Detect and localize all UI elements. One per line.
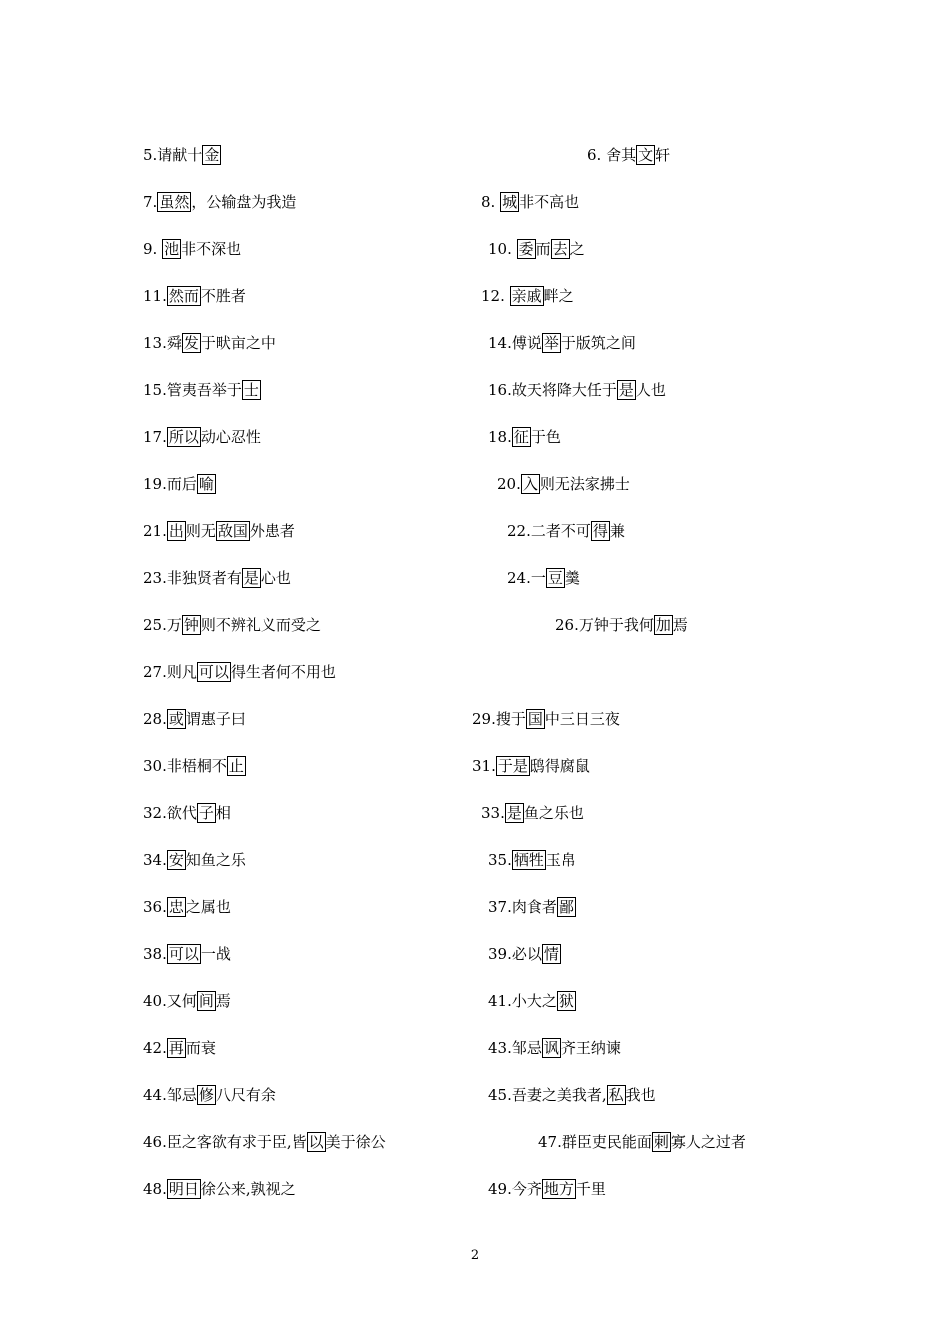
boxed-character: 金 [204,146,220,164]
item-text: 23.非独贤者有 [143,569,242,587]
item-text: 31. [472,757,496,775]
exercise-item [488,944,561,964]
item-text: 畔之 [543,287,574,305]
item-text: 8. [481,193,501,211]
item-text: 之属也 [185,898,231,916]
item-text: 徐公来,孰视之 [200,1180,296,1198]
item-text: 19.而后 [143,475,197,493]
exercise-item [481,803,584,823]
boxed-character: 去 [552,240,568,258]
boxed-character: 所以 [168,428,199,446]
item-text: 外患者 [249,522,295,540]
exercise-item [143,568,291,588]
exercise-item [488,897,576,917]
item-text: 鸱得腐鼠 [529,757,590,775]
item-text: 之 [569,240,585,258]
item-text: 鱼之乐也 [523,804,584,822]
item-text: 9. [143,240,163,258]
boxed-character: 是 [243,569,259,587]
item-text: 17. [143,428,167,446]
item-text: 24.一 [507,569,546,587]
boxed-character: 可以 [198,663,229,681]
exercise-item [488,1179,606,1199]
boxed-character: 出 [168,522,184,540]
exercise-item [143,521,295,541]
item-text: 28. [143,710,167,728]
exercise-item [481,192,579,212]
item-text: 41.小大之 [488,992,557,1010]
exercise-item [587,145,670,165]
item-text: 焉 [215,992,231,1010]
item-text: 27.则凡 [143,663,197,681]
item-text: 人也 [635,381,666,399]
exercise-item [472,709,620,729]
item-text: 动心忍性 [200,428,261,446]
boxed-character: 私 [608,1086,624,1104]
item-text: 30.非梧桐不 [143,757,227,775]
item-text: 知鱼之乐 [185,851,246,869]
exercise-item [488,239,585,259]
item-text: 谓惠子曰 [185,710,246,728]
boxed-character: 入 [522,475,538,493]
exercise-item [143,756,246,776]
item-text: 中三日三夜 [544,710,620,728]
exercise-item [143,850,246,870]
exercise-item [481,286,574,306]
item-text: 40.又何 [143,992,197,1010]
exercise-item [143,192,296,212]
item-text: 得生者何不用也 [230,663,336,681]
item-text: 美于徐公 [325,1133,386,1151]
item-text: 羹 [564,569,580,587]
boxed-character: 文 [638,146,654,164]
exercise-item [488,850,576,870]
exercise-item [143,427,261,447]
item-text: 11. [143,287,167,305]
item-text: 45.吾妻之美我者, [488,1086,607,1104]
item-text: 于畎亩之中 [200,334,276,352]
boxed-character: 安 [168,851,184,869]
exercise-item [555,615,688,635]
exercise-item [488,1038,621,1058]
boxed-character: 国 [527,710,543,728]
boxed-character: 得 [592,522,608,540]
item-text: 14.傅说 [488,334,542,352]
item-text: 轩 [655,146,671,164]
item-text: 非不高也 [519,193,580,211]
item-text: 21. [143,522,167,540]
boxed-character: 于是 [497,757,528,775]
exercise-item [472,756,590,776]
boxed-character: 豆 [547,569,563,587]
boxed-character: 加 [655,616,671,634]
item-text: 48. [143,1180,167,1198]
page-number: 2 [470,1248,480,1263]
exercise-item [488,1085,656,1105]
item-text: 齐王纳谏 [560,1039,621,1057]
item-text: 焉 [672,616,688,634]
boxed-character: 讽 [543,1039,559,1057]
exercise-item [143,380,261,400]
item-text: 34. [143,851,167,869]
item-text: 20. [497,475,521,493]
item-text: 47.群臣吏民能面 [538,1133,652,1151]
boxed-character: 士 [243,381,259,399]
exercise-item [507,568,580,588]
item-text: 43.邹忌 [488,1039,542,1057]
item-text: 则无法家拂士 [539,475,630,493]
boxed-character: 是 [506,804,522,822]
item-text: 12. [481,287,510,305]
boxed-character: 以 [308,1133,324,1151]
boxed-character: 喻 [198,475,214,493]
exercise-item [143,145,221,165]
item-text: 5.请献十 [143,146,203,164]
exercise-item [143,1132,386,1152]
boxed-character: 亲戚 [511,287,542,305]
item-text: 49.今齐 [488,1180,542,1198]
boxed-character: 间 [198,992,214,1010]
boxed-character: 子 [198,804,214,822]
item-text: 一战 [200,945,231,963]
item-text: 而 [535,240,551,258]
item-text: 10. [488,240,517,258]
item-text: 不胜者 [200,287,246,305]
item-text: 千里 [575,1180,606,1198]
item-text: 35. [488,851,512,869]
boxed-character: 地方 [543,1180,574,1198]
item-text: 37.肉食者 [488,898,557,916]
boxed-character: 修 [198,1086,214,1104]
item-text: 玉帛 [545,851,576,869]
item-text: 36. [143,898,167,916]
boxed-character: 牺牲 [513,851,544,869]
item-text: 而衰 [185,1039,216,1057]
exercise-item [507,521,625,541]
item-text: 13.舜 [143,334,182,352]
exercise-item [143,803,231,823]
exercise-item [488,991,576,1011]
exercise-item [538,1132,746,1152]
item-text: 42. [143,1039,167,1057]
item-text: 25.万 [143,616,182,634]
item-text: 我也 [625,1086,656,1104]
exercise-item [488,333,636,353]
exercise-item [143,1179,296,1199]
exercise-item [488,380,666,400]
item-text: 44.邹忌 [143,1086,197,1104]
item-text: 32.欲代 [143,804,197,822]
boxed-character: 城 [502,193,518,211]
item-text: 则无 [185,522,216,540]
boxed-character: 池 [164,240,180,258]
item-text: 18. [488,428,512,446]
item-text: 16.故天将降大任于 [488,381,617,399]
item-text: 相 [215,804,231,822]
item-text: 22.二者不可 [507,522,591,540]
boxed-character: 鄙 [558,898,574,916]
item-text: 7. [143,193,158,211]
boxed-character: 明日 [168,1180,199,1198]
boxed-character: 可以 [168,945,199,963]
boxed-character: 情 [543,945,559,963]
exercise-item [143,286,246,306]
boxed-character: 举 [543,334,559,352]
boxed-character: 刺 [653,1133,669,1151]
exercise-item [143,662,336,682]
item-text: 15.管夷吾举于 [143,381,242,399]
exercise-item [143,1085,276,1105]
boxed-character: 止 [228,757,244,775]
boxed-character: 征 [513,428,529,446]
exercise-item [143,709,246,729]
item-text: 于色 [530,428,561,446]
exercise-item [143,944,231,964]
boxed-character: 狱 [558,992,574,1010]
boxed-character: 忠 [168,898,184,916]
boxed-character: 委 [518,240,534,258]
exercise-item [143,897,231,917]
item-text: 非不深也 [181,240,242,258]
item-text: 26.万钟于我何 [555,616,654,634]
boxed-character: 然而 [168,287,199,305]
exercise-item [143,991,231,1011]
item-text: 则不辨礼义而受之 [200,616,321,634]
exercise-item [143,1038,216,1058]
item-text: 寡人之过者 [670,1133,746,1151]
exercise-item [143,474,216,494]
item-text: 46.臣之客欲有求于臣,皆 [143,1133,307,1151]
boxed-character: 再 [168,1039,184,1057]
exercise-item [143,333,276,353]
exercise-item [143,239,241,259]
item-text: 29.搜于 [472,710,526,728]
item-text: 八尺有余 [215,1086,276,1104]
exercise-item [143,615,321,635]
boxed-character: 虽然 [159,193,190,211]
exercise-item [488,427,561,447]
item-text: 39.必以 [488,945,542,963]
item-text: 兼 [609,522,625,540]
boxed-character: 或 [168,710,184,728]
item-text: 6. 舍其 [587,146,637,164]
boxed-character: 敌国 [217,522,248,540]
item-text: 33. [481,804,505,822]
item-text: 于版筑之间 [560,334,636,352]
item-text: 38. [143,945,167,963]
boxed-character: 钟 [183,616,199,634]
boxed-character: 是 [618,381,634,399]
item-text: ，公输盘为我造 [191,193,297,211]
item-text: 心也 [260,569,291,587]
exercise-item [497,474,630,494]
boxed-character: 发 [183,334,199,352]
